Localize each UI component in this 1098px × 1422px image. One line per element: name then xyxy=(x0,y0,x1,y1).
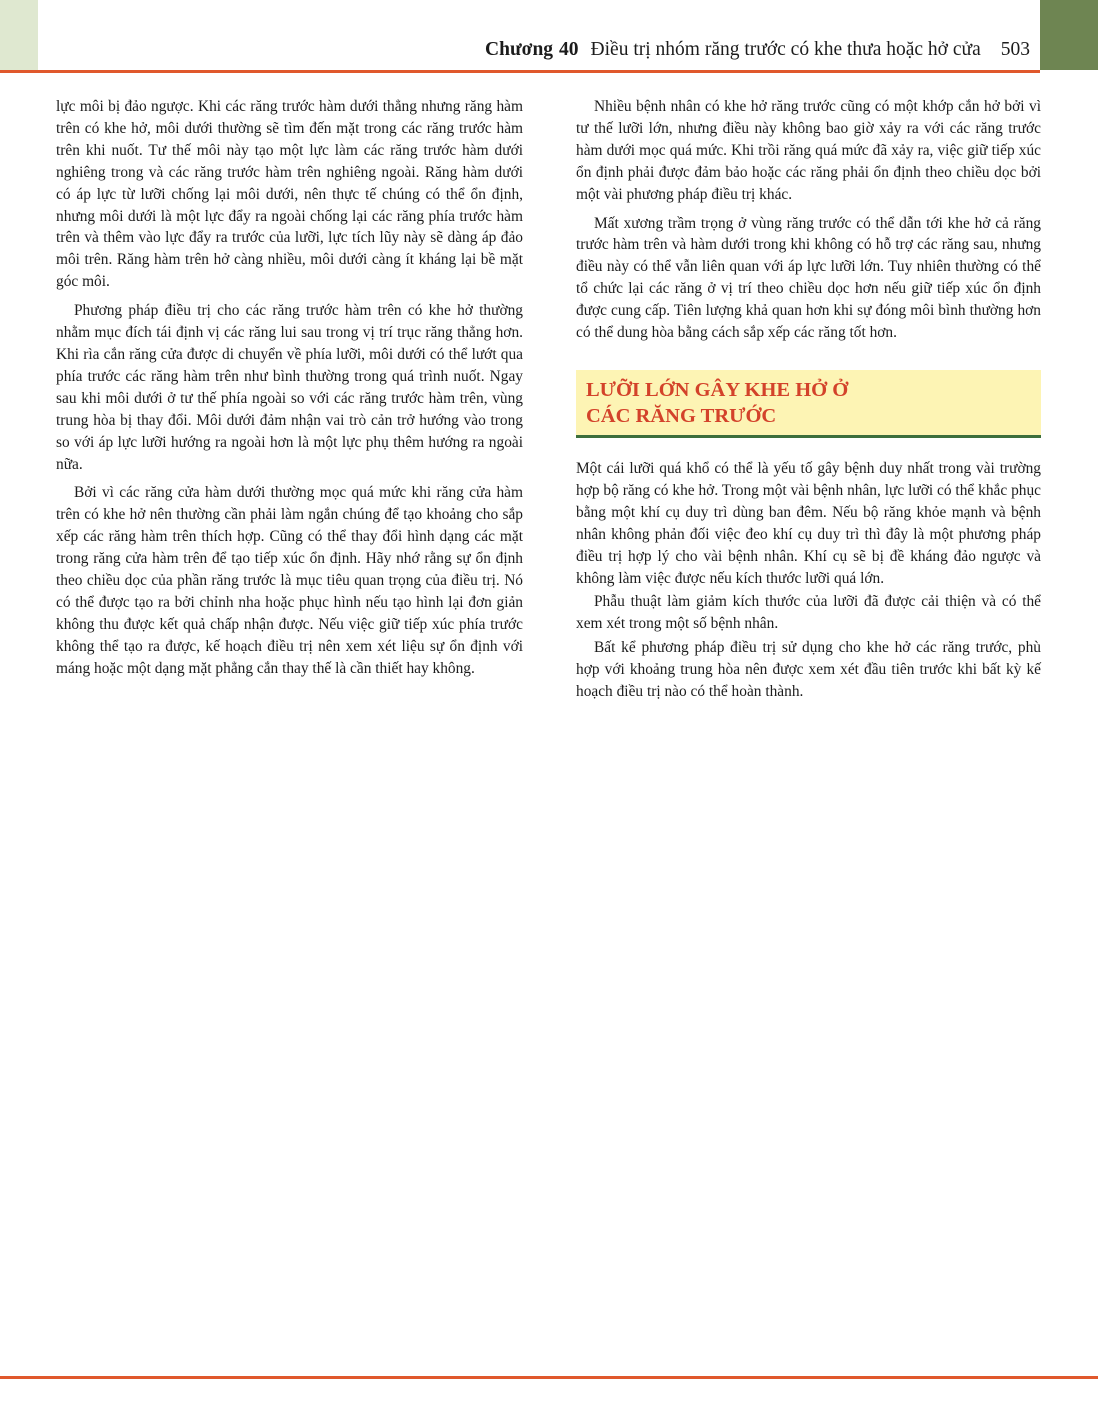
right-column xyxy=(576,96,1041,703)
corner-tab-right xyxy=(1040,0,1098,70)
paragraph: Bởi vì các răng cửa hàm dưới thường mọc quá mức khi răng cửa hàm trên có khe hở nên thường cần phải làm ngắn chúng để tạo khoảng cho sắp xếp các răng hàm trên thích hợp. Cũng có thể thay đổi hình dạng các mặt trong răng cửa hàm trên để tạo tiếp xúc ổn định. Hãy nhớ rằng sự ổn định theo chiều dọc của phần răng trước là mục tiêu quan trọng của điều trị. Nó có thể được tạo ra bởi chỉnh nha hoặc phục hình nếu tạo hình lại đơn giản không thu được kết quả chấp nhận được. Nếu việc giữ tiếp xúc phía trước không thể tạo ra được, kế hoạch điều trị nên xem xét liệu sự ổn định với máng hoặc một dạng mặt phẳng cắn thay thế là cần thiết hay không. xyxy=(56,484,523,677)
section-body xyxy=(576,458,1041,703)
running-header xyxy=(0,30,1030,70)
chapter-word: Chương xyxy=(485,39,554,60)
paragraph: Bất kể phương pháp điều trị sử dụng cho khe hở các răng trước, phù hợp với khoảng trung hòa nên được xem xét đầu tiên trước khi bất kỳ kế hoạch điều trị nào có thể hoàn thành. xyxy=(576,639,1041,701)
paragraph: lực môi bị đảo ngược. Khi các răng trước hàm dưới thẳng nhưng răng hàm trên có khe hở, môi dưới thường sẽ tìm đến mặt trong các răng trước hàm trên khi nuốt. Tư thế môi này tạo một lực làm các răng trước hàm dưới nghiêng trong và các răng trước hàm trên nghiêng ngoài. Răng hàm dưới có áp lực từ lưỡi chống lại môi dưới, nên thực tế chúng có thể ổn định, nhưng môi dưới là một lực đẩy ra ngoài chống lại các răng phía trước hàm trên và thêm vào lực đẩy ra trước của lưỡi, lực tích lũy này sẽ dàng áp đảo môi trên. Răng hàm trên hở càng nhiều, môi dưới càng ít kháng lại bề mặt góc môi. xyxy=(56,98,523,291)
paragraph: Nhiều bệnh nhân có khe hở răng trước cũng có một khớp cắn hở bởi vì tư thế lưỡi lớn, nhưng điều này không bao giờ xảy ra với các răng trước hàm dưới mọc quá mức. Khi trồi răng quá mức đã xảy ra, việc giữ tiếp xúc ổn định phải được đảm bảo hoặc các răng phải ổn định theo chiều dọc bởi một vài phương pháp điều trị khác. xyxy=(576,98,1041,203)
chapter-number: 40 xyxy=(559,39,579,60)
paragraph: Phẫu thuật làm giảm kích thước của lưỡi đã được cải thiện và có thể xem xét trong một số bệnh nhân. xyxy=(576,593,1041,633)
chapter-title: Điều trị nhóm răng trước có khe thưa hoặc hở cửa xyxy=(590,39,981,60)
section-title-line1: LƯỠI LỚN GÂY KHE HỞ Ở xyxy=(586,378,849,401)
section-heading-box xyxy=(576,370,1041,438)
paragraph: Một cái lưỡi quá khổ có thể là yếu tố gây bệnh duy nhất trong vài trường hợp bộ răng có khe hở. Trong một vài bệnh nhân, lực lưỡi có thể khắc phục bằng một khí cụ duy trì dùng ban đêm. Nếu bộ răng khỏe mạnh và bệnh nhân không phản đối việc đeo khí cụ duy trì thì đây là một phương pháp điều trị hợp lý cho vài bệnh nhân. Khí cụ sẽ bị đề kháng đảo ngược và không làm việc được nếu kích thước lưỡi quá lớn. xyxy=(576,459,1041,587)
header-rule xyxy=(0,70,1040,73)
left-column xyxy=(56,96,523,680)
paragraph: Mất xương trầm trọng ở vùng răng trước có thể dẫn tới khe hở cả răng trước hàm trên và hàm dưới trong khi không có hỗ trợ các răng sau, nhưng điều này có thể vẫn liên quan với áp lực lưỡi lớn. Tuy nhiên thường có thể tổ chức lại các răng ở vị trí theo chiều dọc hơn nếu giữ tiếp xúc ổn định được cung cấp. Tiên lượng khả quan hơn khi sự đóng môi bình thường hơn có thể dung hòa bằng cách sắp xếp các răng tốt hơn. xyxy=(576,214,1041,342)
page-number: 503 xyxy=(1000,39,1030,60)
footer-rule xyxy=(0,1376,1098,1379)
section-title-line2: CÁC RĂNG TRƯỚC xyxy=(586,404,777,427)
paragraph: Phương pháp điều trị cho các răng trước hàm trên có khe hở thường nhằm mục đích tái định vị các răng lui sau trong vị trí trục răng thẳng hơn. Khi rìa cắn răng cửa được di chuyển về phía lưỡi, môi dưới có thể lướt qua phía trước các răng hàm trên như bình thường trong quá trình nuốt. Ngay sau khi môi dưới ở tư thế phía ngoài so với các răng trước hàm trên, vùng trung hòa bị thay đổi. Môi dưới đảm nhận vai trò cản trở hướng vào trong so với áp lực lưỡi hướng ra ngoài hơn là một lực phụ thêm hướng ra ngoài nữa. xyxy=(56,302,523,473)
